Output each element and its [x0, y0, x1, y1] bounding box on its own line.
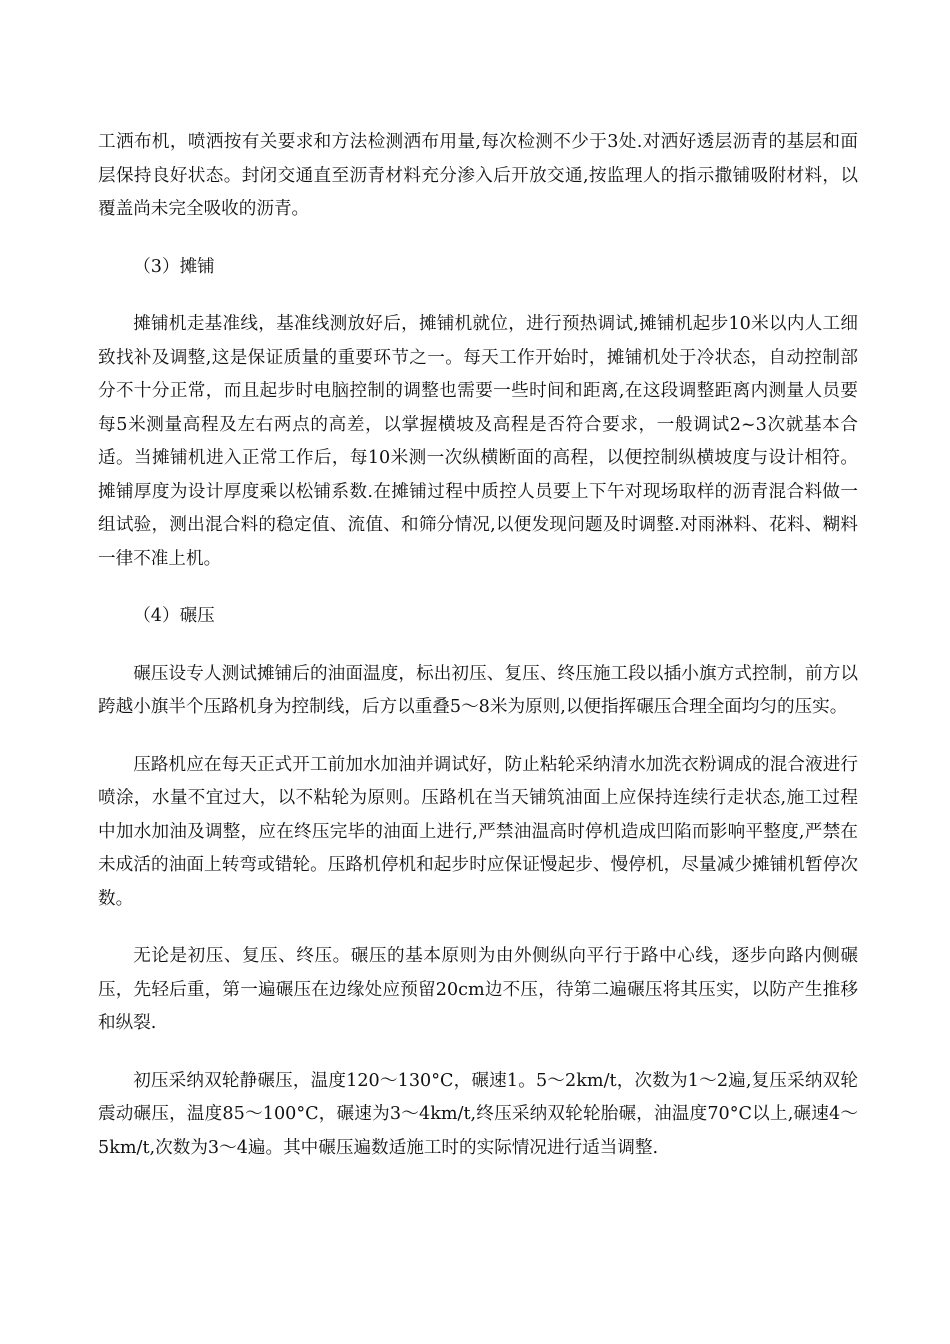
- section-heading-compaction: （4）碾压: [133, 606, 215, 626]
- paragraph-primer-spraying: 工洒布机，喷洒按有关要求和方法检测洒布用量,每次检测不少于3处.对洒好透层沥青的基层和面层保持良好状态。封闭交通直至沥青材料充分渗入后开放交通,按监理人的指示撒铺吸附材料，以覆盖尚未完全吸收的沥青。: [98, 132, 858, 219]
- paragraph-compaction-temperature: 碾压设专人测试摊铺后的油面温度，标出初压、复压、终压施工段以插小旗方式控制，前方以跨越小旗半个压路机身为控制线，后方以重叠5～8米为原则,以便指挥碾压合理全面均匀的压实。: [98, 663, 858, 717]
- paragraph-compaction-principle: 无论是初压、复压、终压。碾压的基本原则为由外侧纵向平行于路中心线，逐步向路内侧碾压，先轻后重，第一遍碾压在边缘处应预留20cm边不压，待第二遍碾压将其压实，以防产生推移和纵裂.: [98, 946, 858, 1033]
- section-heading-paving: （3）摊铺: [133, 256, 215, 277]
- paragraph-compaction-parameters: 初压采纳双轮静碾压，温度120～130°C，碾速1。5～2km/t，次数为1～2遍,复压采纳双轮震动碾压，温度85～100°C，碾速为3～4km/t,终压采纳双轮轮胎碾，油温度70°C以上,碾速4～5km/t,次数为3～4遍。其中碾压遍数适施工时的实际情况进行适当调整.: [98, 1070, 858, 1158]
- document-body: [98, 126, 858, 1189]
- paragraph-paving: 摊铺机走基准线，基准线测放好后，摊铺机就位，进行预热调试,摊铺机起步10米以内人工细致找补及调整,这是保证质量的重要环节之一。每天工作开始时，摊铺机处于冷状态，自动控制部分不十分正常，而且起步时电脑控制的调整也需要一些时间和距离,在这段调整距离内测量人员要每5米测量高程及左右两点的高差，以掌握横坡及高程是否符合要求，一般调试2~3次就基本合适。当摊铺机进入正常工作后，每10米测一次纵横断面的高程，以便控制纵横坡度与设计相符。摊铺厚度为设计厚度乘以松铺系数.在摊铺过程中质控人员要上下午对现场取样的沥青混合料做一组试验，测出混合料的稳定值、流值、和筛分情况,以便发现问题及时调整.对雨淋料、花料、糊料一律不准上机。: [98, 314, 858, 569]
- paragraph-roller-operation: 压路机应在每天正式开工前加水加油并调试好，防止粘轮采纳清水加洗衣粉调成的混合液进行喷涂，水量不宜过大，以不粘轮为原则。压路机在当天铺筑油面上应保持连续行走状态,施工过程中加水加油及调整，应在终压完毕的油面上进行,严禁油温高时停机造成凹陷而影响平整度,严禁在未成活的油面上转弯或错轮。压路机停机和起步时应保证慢起步、慢停机，尽量减少摊铺机暂停次数。: [98, 754, 858, 909]
